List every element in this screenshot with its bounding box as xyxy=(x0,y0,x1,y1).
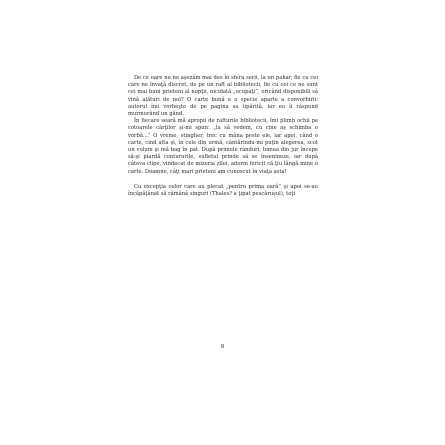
body-text xyxy=(128,75,318,198)
paragraph-2: În fiecare seară mă apropii de rafturile bibliotecii, îmi plimb ochii pe cotoarele cărţilor şi-mi spun: „la să vedem, cu cine aş schimba o vorbă...” O vreme, stingher, trec cu mâna peste ele, iar apoi, când o carte, cind alta şi, în cele din urmă, cântărindu-mi puţin alegerea, scot un volum şi mă bag în pat. După primele rânduri, lumea din jur începe să-şi piardă contururile, sufletul prinde să se însenineze, iar după câteva clipe, vindecat de mizeria zilei, adorm fericit că ţiu lângă mine o carte. Doamne, câţi mari prieteni am cunoscut în viaţa asta! xyxy=(128,118,318,175)
paragraph-3: Cu excepţia celor care au plecat „pentru prima oară” şi apoi se-au încăpăţânat să rămână singuri (Thales? a ţipat pescăruşul), toţi xyxy=(128,183,318,198)
paragraph-gap xyxy=(128,176,318,184)
page-number: 8 xyxy=(220,344,225,350)
paragraph-1: De ce oare nu ne aşezăm mai des în sfera serii, la un pahar, fie cu cei care ne învaţă discret, de pe un raft al bibliotecii, fie cu cei ce ne sunt cei mai buni prieteni al nopţii, nicidată „ocupaţi”, oricând disponibili să vină alături de noi? O carte bună e o specie aparte a convorbirii: autorul îmi vorbeşte de pe pagina sa tipărită, iar eu îi răspund murmurând un gând. xyxy=(128,75,318,118)
